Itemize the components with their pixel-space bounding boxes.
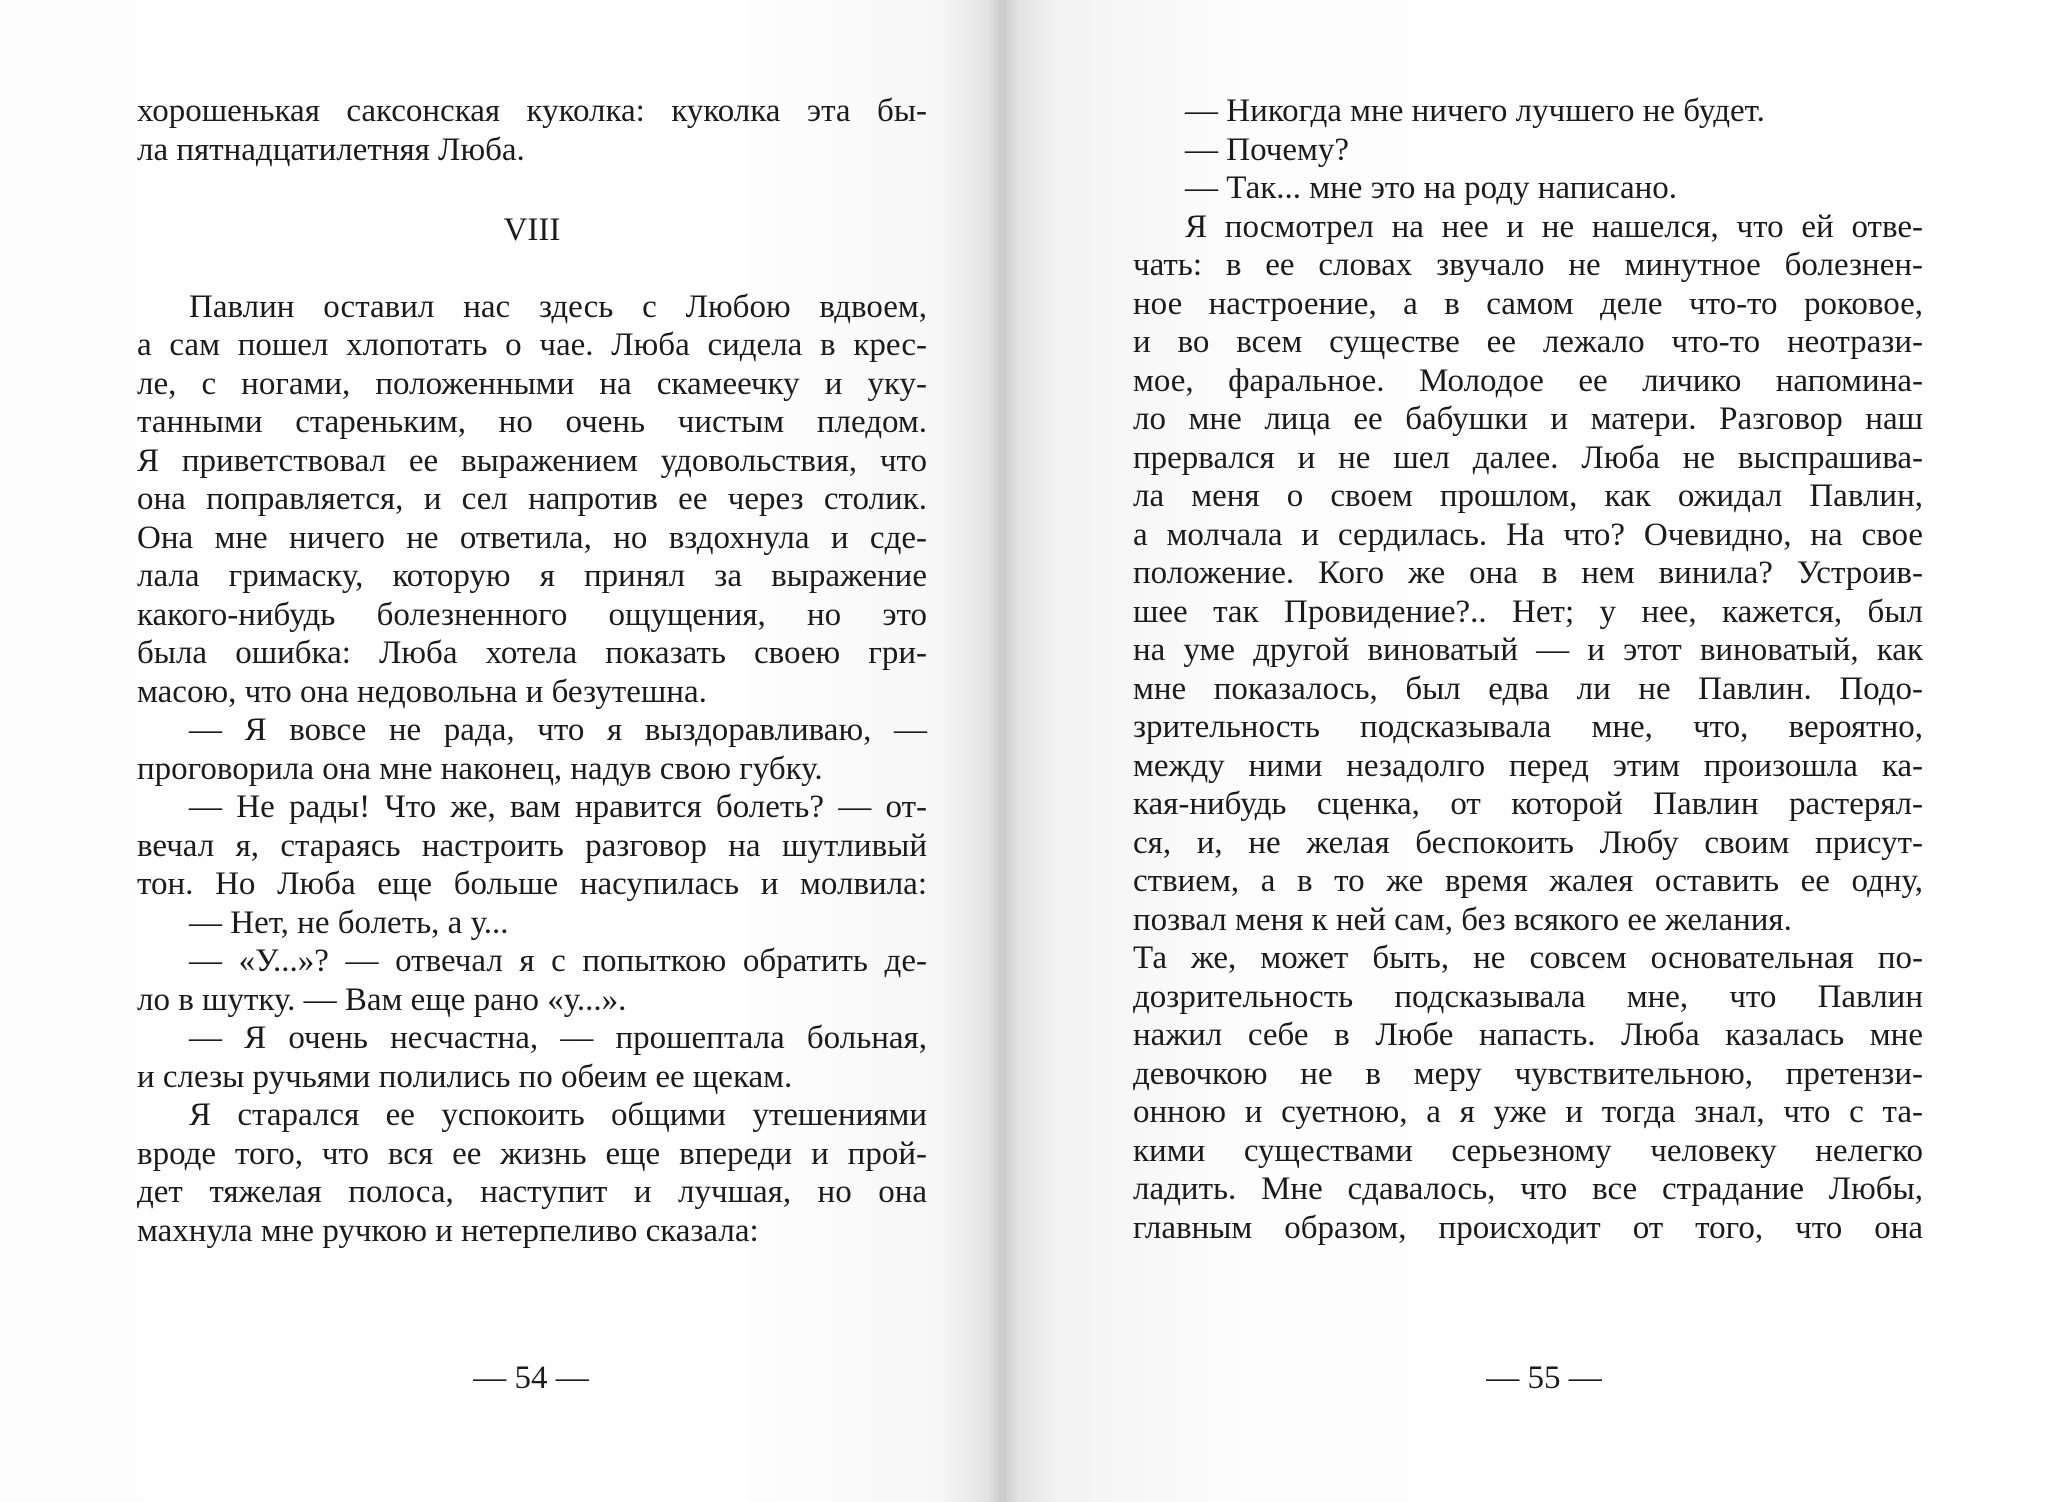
text-line: и слезы ручьями полились по обеим ее щекам. [137, 1058, 793, 1095]
text-line: — Так... мне это на роду написано. [1185, 170, 1678, 206]
text-line: Она мне ничего не ответила, но вздохнула и сде- [137, 519, 927, 556]
text-line: — Я вовсе не рада, что я выздоравливаю, — [189, 712, 927, 748]
text-line: — Почему? [1185, 131, 1350, 168]
text-line: онною и суетною, а я уже и тогда знал, что с та- [1133, 1094, 1923, 1130]
right-page-body [1133, 92, 1923, 1247]
text-line: зрительность подсказывала мне, что, вероятно, [1133, 709, 1923, 745]
text-line: какого-нибудь болезненного ощущения, но это [137, 596, 927, 633]
text-line: мое, фаральное. Молодое ее личико напомина- [1133, 362, 1923, 399]
text-line: нажил себе в Любе напасть. Люба казалась мне [1133, 1017, 1923, 1053]
text-line: ное настроение, а в самом деле что-то роковое, [1133, 285, 1923, 322]
book-gutter-shadow [990, 0, 1020, 1502]
text-line: хорошенькая саксонская куколка: куколка эта бы- [137, 93, 927, 129]
left-page [137, 92, 927, 1250]
page-number-right: — 55 — [1486, 1360, 1602, 1396]
text-line: ладить. Мне сдавалось, что все страдание Любы, [1133, 1171, 1923, 1207]
text-line: она поправляется, и сел напротив ее через столик. [137, 481, 927, 517]
text-line: мне показалось, был едва ли не Павлин. Подо- [1133, 670, 1923, 707]
text-line: между ними незадолго перед этим произошла ка- [1133, 747, 1923, 784]
text-line: кими существами серьезному человеку нелегко [1133, 1132, 1923, 1169]
text-line: а сам пошел хлопотать о чае. Люба сидела в крес- [137, 327, 927, 363]
text-line: масою, что она недовольна и безутешна. [137, 673, 707, 710]
text-line: на уме другой виноватый — и этот виноватый, как [1133, 632, 1923, 668]
text-line: была ошибка: Люба хотела показать своею гри- [137, 635, 927, 671]
text-line: махнула мне ручкою и нетерпеливо сказала: [137, 1212, 759, 1249]
text-line: ся, и, не желая беспокоить Любу своим присут- [1133, 824, 1923, 861]
text-line: ле, с ногами, положенными на скамеечку и уку- [137, 365, 927, 402]
text-line: проговорила она мне наконец, надув свою губку. [137, 750, 823, 787]
text-line: лала гримаску, которую я принял за выражение [137, 558, 927, 594]
text-line: и во всем существе ее лежало что-то неотрази- [1133, 324, 1923, 360]
text-line: ло в шутку. — Вам еще рано «у...». [137, 981, 627, 1018]
text-line: тон. Но Люба еще больше насупилась и молвила: [137, 866, 927, 902]
text-line: вечал я, стараясь настроить разговор на шутливый [137, 827, 927, 864]
text-line: ло мне лица ее бабушки и матери. Разговор наш [1133, 401, 1923, 437]
text-line: кая-нибудь сценка, от которой Павлин растерял- [1133, 786, 1923, 822]
text-line: ла пятнадцатилетняя Люба. [137, 131, 525, 168]
text-line: — Не рады! Что же, вам нравится болеть? — от- [189, 789, 927, 825]
text-line: а молчала и сердилась. На что? Очевидно, на свое [1133, 516, 1923, 553]
text-line: Павлин оставил нас здесь с Любою вдвоем, [189, 288, 927, 325]
left-page-body [137, 288, 927, 1251]
text-line: чать: в ее словах звучало не минутное болезнен- [1133, 247, 1923, 283]
text-line: девочкою не в меру чувствительною, претензи- [1133, 1055, 1923, 1092]
text-line: шее так Провидение?.. Нет; у нее, кажется, был [1133, 593, 1923, 630]
text-line: Я посмотрел на нее и не нашелся, что ей отве- [1185, 208, 1923, 245]
text-line: — «У...»? — отвечал я с попыткою обратить де- [189, 943, 927, 979]
text-line: ствием, а в то же время жалея оставить ее одну, [1133, 863, 1923, 899]
text-line: Я приветствовал ее выражением удовольствия, что [137, 442, 927, 479]
right-page [1133, 92, 1923, 1247]
text-line: — Нет, не болеть, а у... [189, 904, 509, 941]
text-line: — Никогда мне ничего лучшего не будет. [1185, 93, 1765, 129]
text-line: танными стареньким, но очень чистым пледом. [137, 404, 927, 440]
text-line: вроде того, что вся ее жизнь еще впереди и прой- [137, 1135, 927, 1172]
text-line: дозрительность подсказывала мне, что Павлин [1133, 978, 1923, 1015]
text-line: — Я очень несчастна, — прошептала больная, [189, 1020, 927, 1056]
page-number-left: — 54 — [473, 1360, 589, 1396]
left-page-top-lines [137, 92, 927, 169]
text-line: Я старался ее успокоить общими утешениями [189, 1097, 927, 1133]
text-line: дет тяжелая полоса, наступит и лучшая, но она [137, 1174, 927, 1210]
text-line: главным образом, происходит от того, что она [1133, 1209, 1923, 1246]
text-line: позвал меня к ней сам, без всякого ее желания. [1133, 901, 1792, 938]
text-line: положение. Кого же она в нем винила? Устроив- [1133, 555, 1923, 591]
chapter-heading: VIII [503, 212, 561, 248]
text-line: прервался и не шел далее. Люба не выспрашива- [1133, 439, 1923, 476]
text-line: Та же, может быть, не совсем основательная по- [1133, 940, 1923, 976]
text-line: ла меня о своем прошлом, как ожидал Павлин, [1133, 478, 1923, 514]
